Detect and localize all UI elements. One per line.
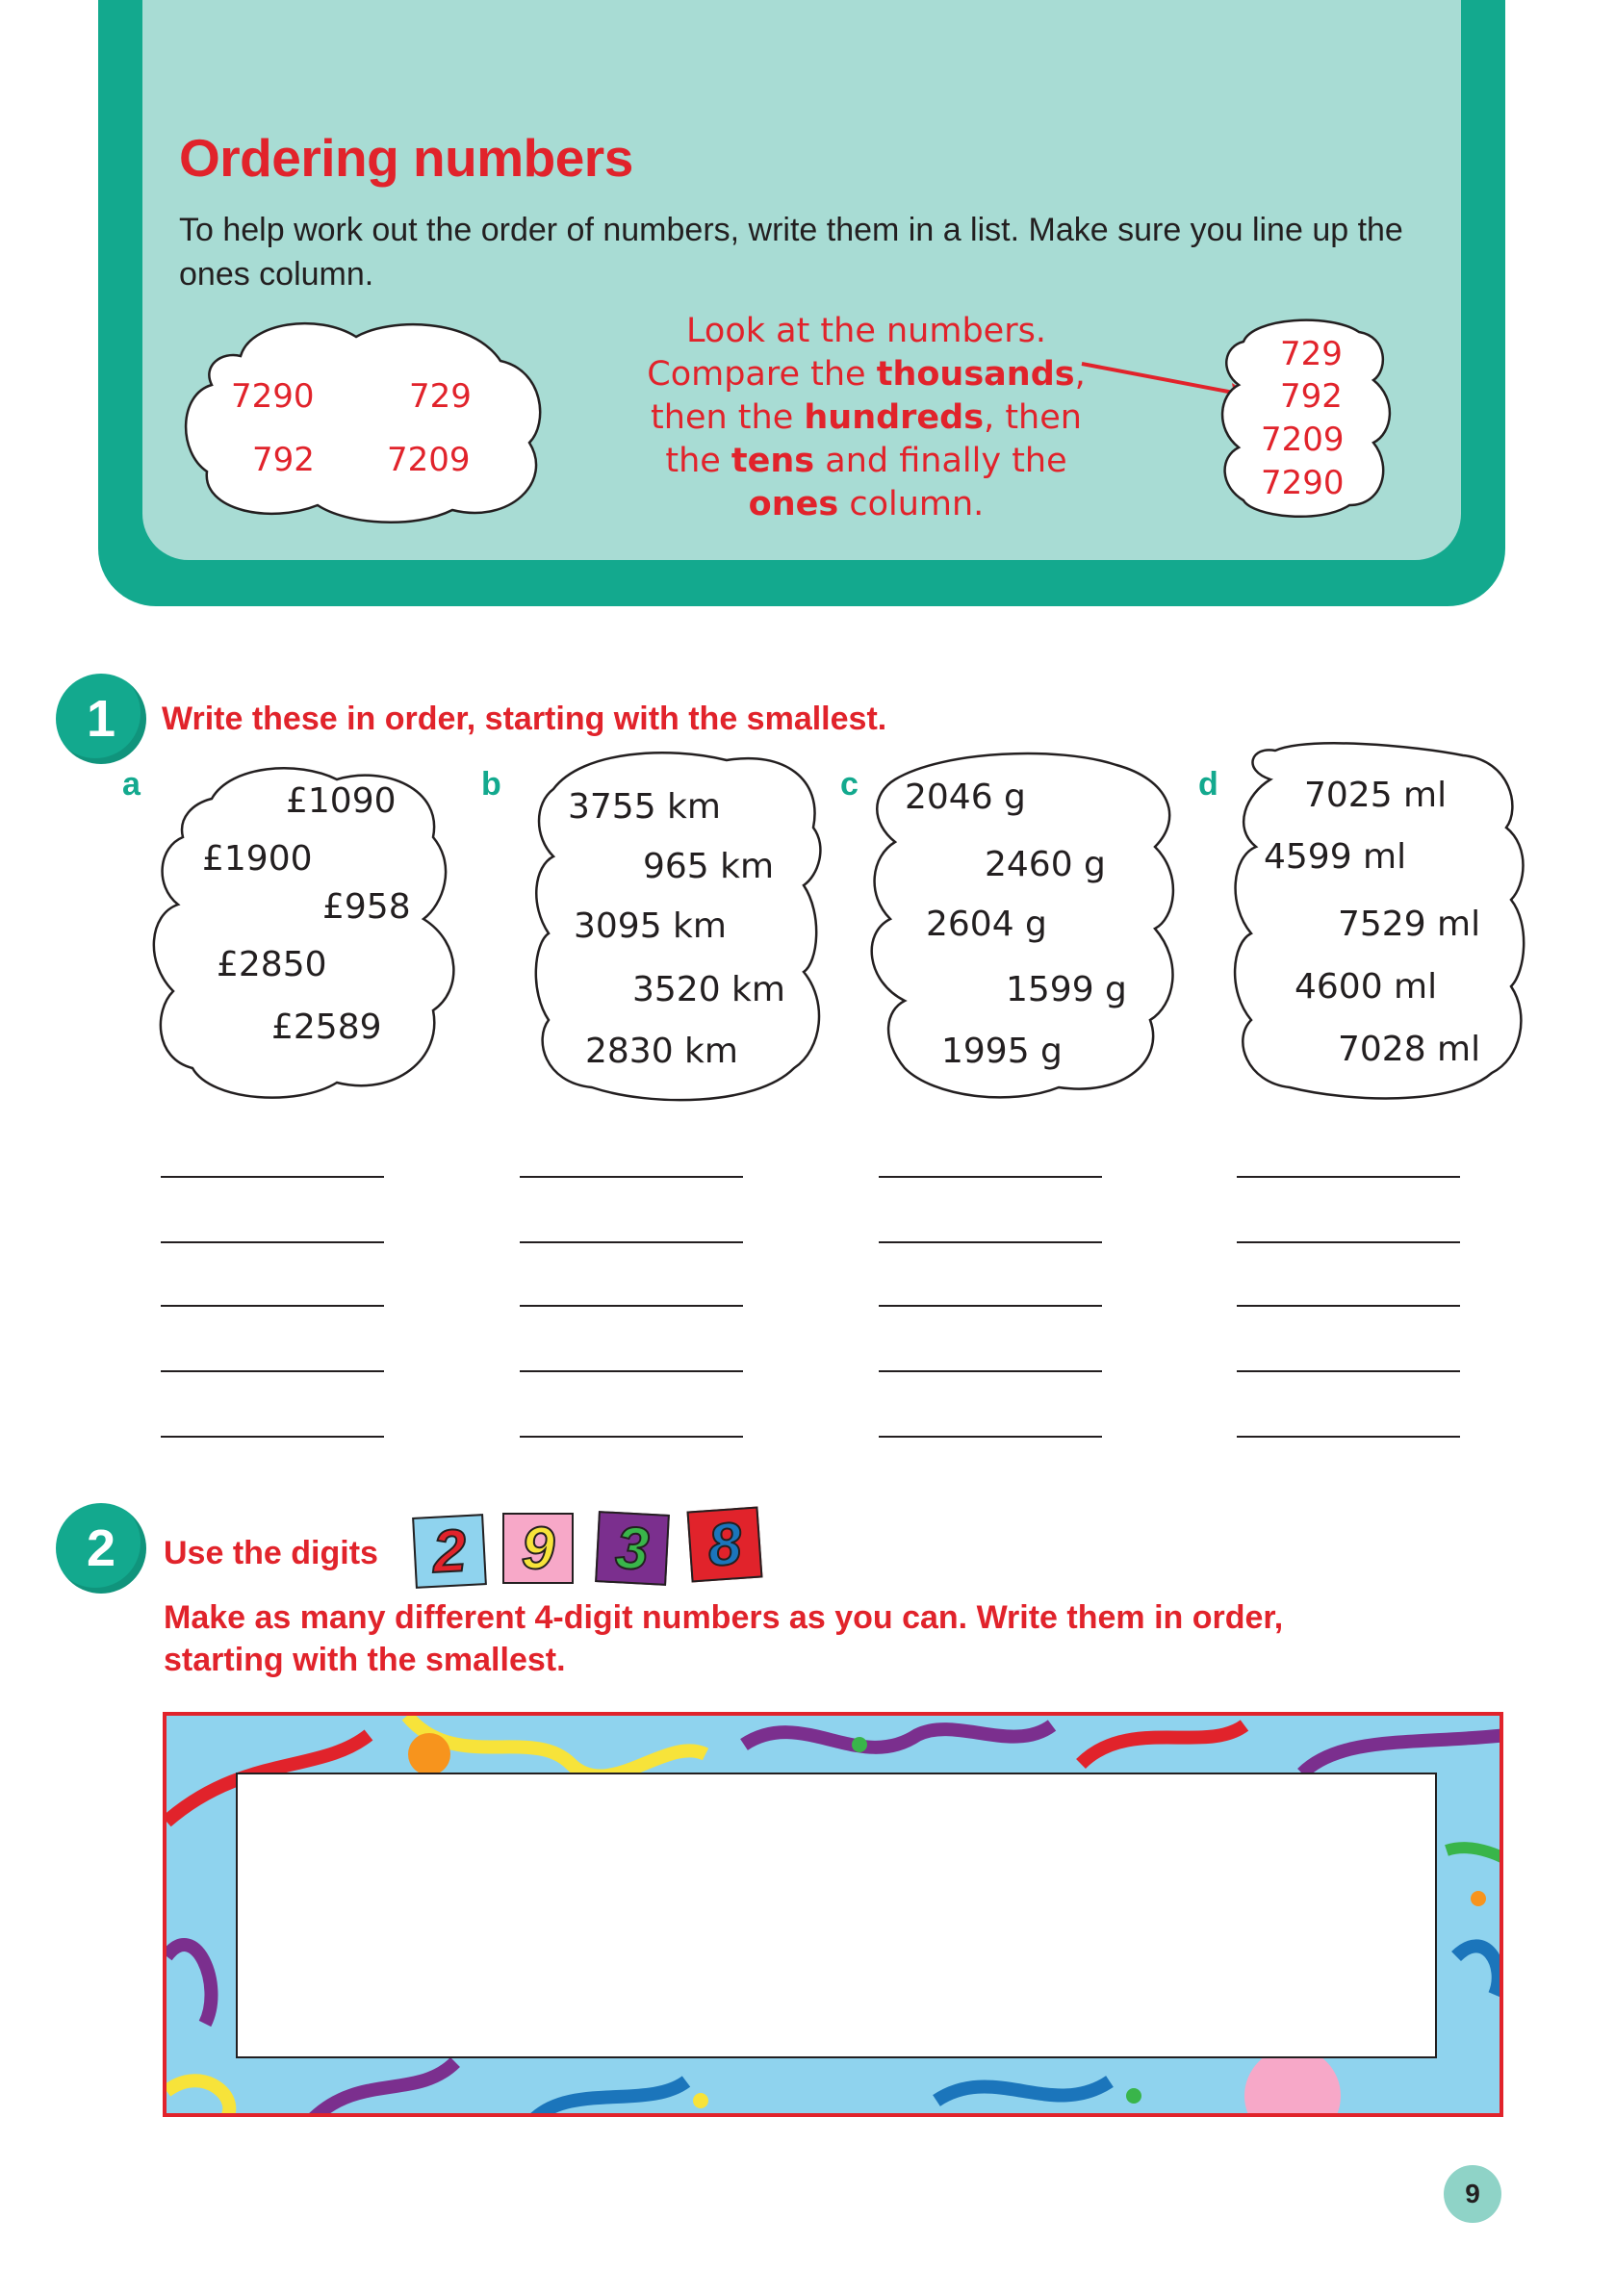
answer-line[interactable]	[161, 1305, 384, 1307]
question-2-instruction-line1: Make as many different 4-digit numbers as you can. Write them in order,	[164, 1599, 1284, 1636]
cloud-a-item: £2850	[217, 945, 327, 984]
part-letter: b	[481, 766, 501, 803]
cloud-number: 792	[252, 441, 315, 479]
answer-line[interactable]	[1237, 1241, 1460, 1243]
cloud-d-item: 7025 ml	[1304, 776, 1448, 815]
answer-line[interactable]	[1237, 1176, 1460, 1178]
cloud-c-item: 2046 g	[905, 778, 1026, 817]
cloud-c-item: 1995 g	[941, 1032, 1063, 1071]
question-1-badge: 1	[56, 674, 146, 764]
answer-line[interactable]	[520, 1436, 743, 1438]
cloud-d-item: 4599 ml	[1264, 837, 1407, 877]
answer-line[interactable]	[879, 1241, 1102, 1243]
cloud-c-item: 2460 g	[985, 845, 1106, 884]
cloud-b-item: 3095 km	[574, 906, 727, 946]
part-letter: a	[122, 766, 141, 803]
ordered-number: 7209	[1261, 421, 1345, 459]
cloud-d-item: 4600 ml	[1295, 967, 1438, 1007]
info-text: To help work out the order of numbers, write them in a list. Make sure you line up the ones column.	[179, 212, 1403, 293]
digit-tile-2: 2	[412, 1514, 487, 1589]
cloud-b-item: 3520 km	[632, 970, 785, 1009]
cloud-a-item: £2589	[271, 1008, 382, 1047]
page-title: Ordering numbers	[179, 128, 633, 188]
answer-line[interactable]	[520, 1305, 743, 1307]
cloud-b-item: 965 km	[643, 847, 775, 886]
question-1-instruction: Write these in order, starting with the smallest.	[162, 701, 887, 737]
answer-line[interactable]	[1237, 1436, 1460, 1438]
answer-line[interactable]	[879, 1305, 1102, 1307]
answer-line[interactable]	[520, 1176, 743, 1178]
question-2-instruction-line2: starting with the smallest.	[164, 1642, 566, 1678]
answer-line[interactable]	[520, 1241, 743, 1243]
answer-line[interactable]	[1237, 1370, 1460, 1372]
page-number: 9	[1444, 2165, 1501, 2223]
ordered-number: 792	[1280, 377, 1343, 416]
hint-text: Look at the numbers. Compare the thousands, then the hundreds, then the tens and finally the ones column.	[647, 312, 1086, 523]
ordered-number: 7290	[1261, 464, 1345, 502]
part-letter: d	[1198, 766, 1218, 803]
digit-tile-8: 8	[687, 1507, 763, 1583]
answer-line[interactable]	[161, 1241, 384, 1243]
digit-tile-3: 3	[595, 1511, 670, 1586]
answer-box[interactable]	[236, 1773, 1437, 2058]
cloud-number: 7290	[231, 377, 315, 416]
cloud-b-item: 2830 km	[585, 1032, 738, 1071]
answer-line[interactable]	[879, 1436, 1102, 1438]
cloud-number: 7209	[387, 441, 471, 479]
question-2-label: Use the digits	[164, 1535, 378, 1571]
cloud-b-item: 3755 km	[568, 787, 721, 827]
cloud-a-item: £1090	[286, 781, 397, 821]
answer-line[interactable]	[161, 1370, 384, 1372]
answer-line[interactable]	[520, 1370, 743, 1372]
cloud-c-item: 2604 g	[926, 905, 1047, 944]
digit-tile-9: 9	[502, 1513, 574, 1584]
question-2-badge: 2	[56, 1503, 146, 1594]
unordered-numbers-cloud	[183, 318, 549, 524]
ordered-number: 729	[1280, 335, 1343, 373]
answer-line[interactable]	[879, 1370, 1102, 1372]
answer-line[interactable]	[879, 1176, 1102, 1178]
answer-line[interactable]	[1237, 1305, 1460, 1307]
answer-line[interactable]	[161, 1436, 384, 1438]
part-letter: c	[840, 766, 859, 803]
cloud-d-item: 7529 ml	[1338, 905, 1481, 944]
cloud-c-item: 1599 g	[1006, 970, 1127, 1009]
cloud-number: 729	[409, 377, 472, 416]
answer-line[interactable]	[161, 1176, 384, 1178]
cloud-a-item: £1900	[202, 839, 313, 879]
cloud-d-item: 7028 ml	[1338, 1030, 1481, 1069]
cloud-a-item: £958	[322, 887, 411, 927]
